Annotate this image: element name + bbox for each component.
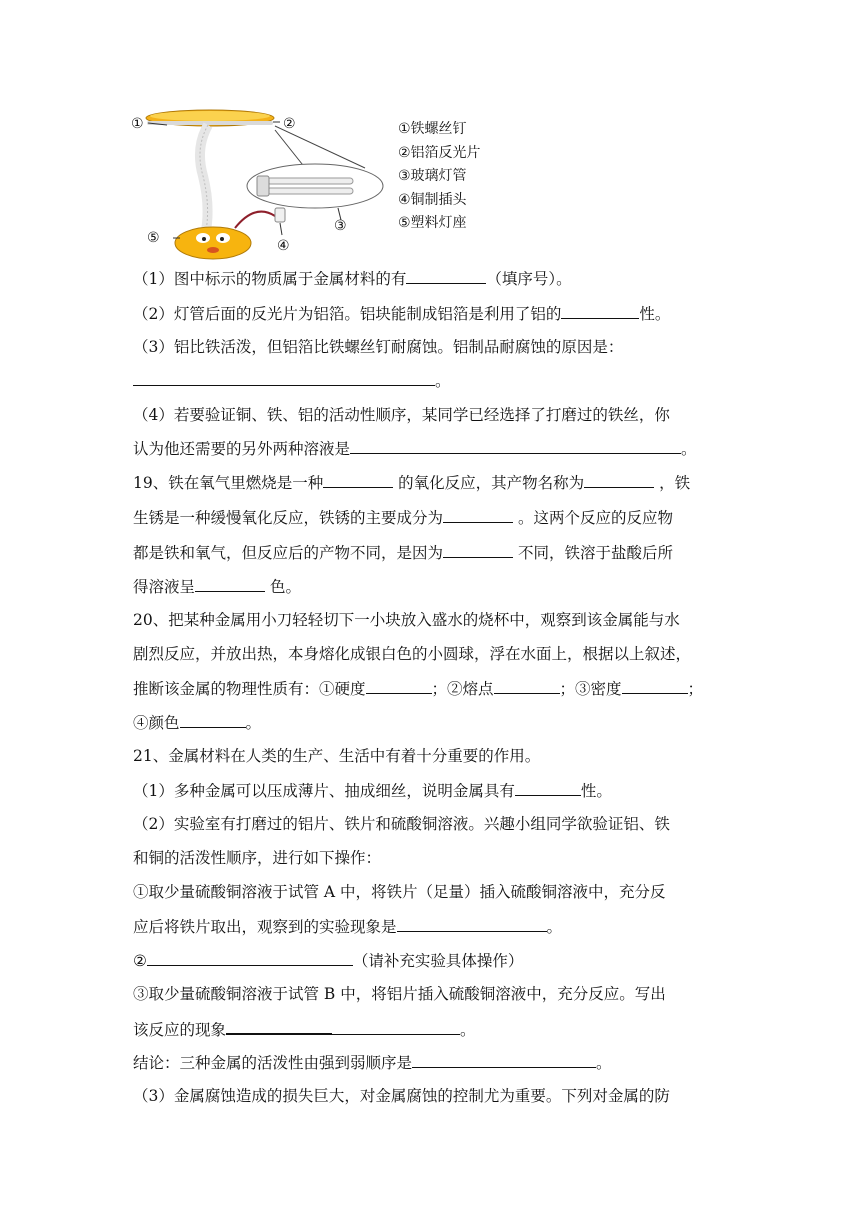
answer-blank[interactable]	[366, 677, 432, 694]
answer-blank[interactable]	[397, 915, 547, 932]
answer-blank[interactable]	[133, 369, 435, 386]
q21-step3-line2: 该反应的现象 。	[133, 1017, 476, 1041]
q21-part2-line1: （2）实验室有打磨过的铝片、铁片和硫酸铜溶液。兴趣小组同学欲验证铝、铁	[133, 815, 670, 833]
figure-legend	[398, 118, 481, 236]
q21-step1-line1: ①取少量硫酸铜溶液于试管 A 中，将铁片（足量）插入硫酸铜溶液中，充分反	[133, 883, 666, 901]
answer-blank[interactable]	[195, 575, 265, 592]
q18-part1: （1）图中标示的物质属于金属材料的有 （填序号）。	[133, 267, 572, 290]
q20-line4: ④颜色 。	[133, 711, 261, 734]
answer-blank[interactable]	[180, 711, 246, 728]
answer-blank[interactable]	[494, 677, 560, 694]
answer-blank[interactable]	[443, 541, 513, 558]
legend-item: ⑤塑料灯座	[398, 215, 467, 231]
legend-item: ④铜制插头	[398, 191, 467, 208]
q20-line1: 20、把某种金属用小刀轻轻切下一小块放入盛水的烧杯中，观察到该金属能与水	[133, 611, 680, 629]
q19-line4: 得溶液呈 色。	[133, 575, 301, 598]
q18-part3: （3）铝比铁活泼，但铝箔比铁螺丝钉耐腐蚀。铝制品耐腐蚀的原因是：	[133, 338, 624, 356]
q19-line3: 都是铁和氧气，但反应后的产物不同，是因为 不同，铁溶于盐酸后所	[133, 541, 673, 564]
q18-part2: （2）灯管后面的反光片为铝箔。铝块能制成铝箔是利用了铝的 性。	[133, 302, 670, 325]
q18-part3-answer: 。	[133, 369, 451, 392]
answer-blank[interactable]	[350, 437, 681, 454]
answer-blank[interactable]	[561, 302, 639, 319]
answer-blank[interactable]	[622, 677, 688, 694]
callout-4: ④	[277, 238, 290, 254]
q18-part4-line2: 认为他还需要的另外两种溶液是 。	[133, 437, 697, 460]
q21-step1-line2: 应后将铁片取出，观察到的实验现象是 。	[133, 915, 562, 938]
q21-step2: ② （请补充实验具体操作）	[133, 949, 523, 972]
q19-line1: 19、铁在氧气里燃烧是一种 的氧化反应，其产物名称为 ，铁	[133, 471, 690, 494]
q21-conclusion: 结论：三种金属的活泼性由强到弱顺序是 。	[133, 1051, 612, 1074]
callout-1: ①	[131, 116, 144, 132]
q19-line2: 生锈是一种缓慢氧化反应，铁锈的主要成分为 。这两个反应的反应物	[133, 506, 673, 529]
answer-blank[interactable]	[412, 1051, 596, 1068]
q20-line3: 推断该金属的物理性质有：①硬度 ；②熔点 ；③密度 ；	[133, 677, 703, 700]
answer-blank[interactable]	[406, 267, 486, 284]
q18-part4: （4）若要验证铜、铁、铝的活动性顺序，某同学已经选择了打磨过的铁丝，你	[133, 406, 670, 424]
answer-blank[interactable]	[584, 471, 654, 488]
q20-line2: 剧烈反应，并放出热，本身熔化成银白色的小圆球，浮在水面上，根据以上叙述，	[133, 645, 692, 663]
answer-blank[interactable]	[323, 471, 393, 488]
legend-item: ①铁螺丝钉	[398, 121, 467, 137]
q21-part1: （1）多种金属可以压成薄片、抽成细丝，说明金属具有 性。	[133, 779, 612, 802]
answer-blank[interactable]	[332, 1018, 460, 1035]
q21-part3: （3）金属腐蚀造成的损失巨大，对金属腐蚀的控制尤为重要。下列对金属的防	[133, 1087, 670, 1105]
answer-blank[interactable]	[226, 1017, 332, 1035]
answer-blank[interactable]	[443, 506, 513, 523]
callout-2: ②	[283, 116, 296, 132]
q21-part2-line2: 和铜的活泼性顺序，进行如下操作：	[133, 849, 382, 867]
q21-step3-line1: ③取少量硫酸铜溶液于试管 B 中，将铝片插入硫酸铜溶液中，充分反应。写出	[133, 985, 666, 1003]
legend-item: ③玻璃灯管	[398, 168, 467, 184]
legend-item: ②铝箔反光片	[398, 144, 481, 161]
answer-blank[interactable]	[515, 779, 581, 796]
callout-3: ③	[334, 218, 347, 234]
q21-intro: 21、金属材料在人类的生产、生活中有着十分重要的作用。	[133, 747, 541, 765]
callout-5: ⑤	[147, 230, 160, 246]
answer-blank[interactable]	[147, 949, 353, 966]
